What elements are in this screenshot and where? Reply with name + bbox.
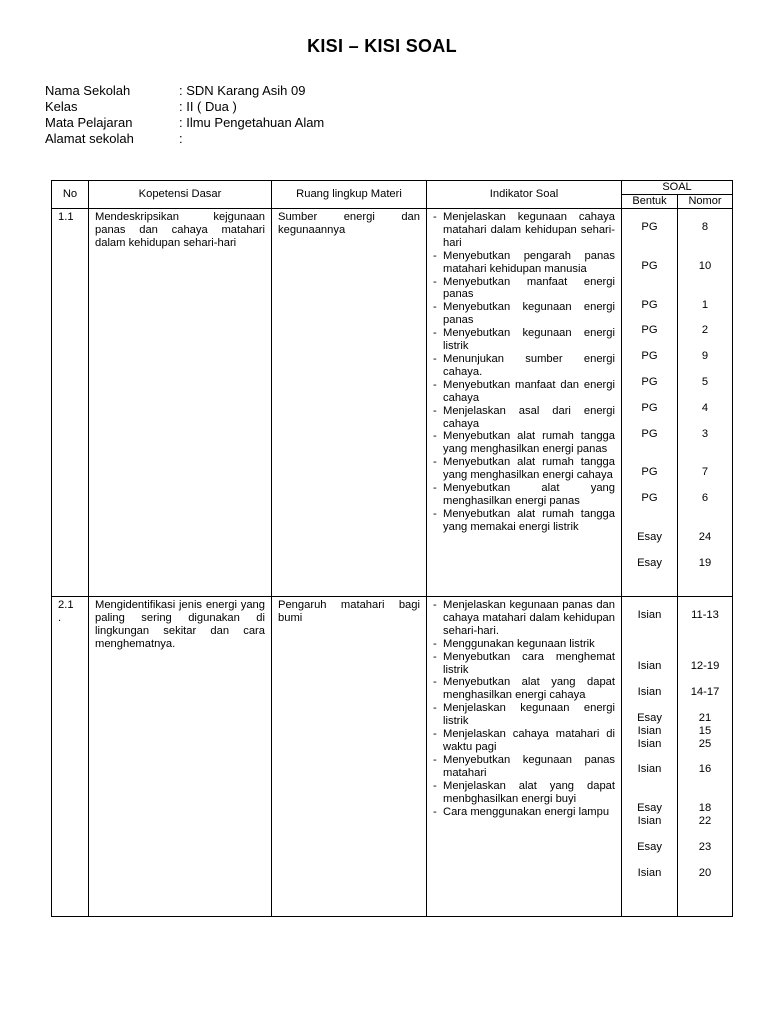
bentuk-value: PG xyxy=(641,221,658,233)
cell-ruang-lingkup: Pengaruh matahari bagi bumi xyxy=(272,597,427,917)
bentuk-value: Isian xyxy=(637,609,662,621)
bullet-dash: - xyxy=(433,301,437,314)
indicator-text: Menyebutkan manfaat energi panas xyxy=(443,275,615,301)
indicator-text: Menyebutkan alat yang menghasilkan energi panas xyxy=(443,482,615,507)
indicator-item xyxy=(433,211,615,250)
nomor-value: 7 xyxy=(701,466,709,478)
bentuk-value: PG xyxy=(641,260,658,272)
nomor-value: 23 xyxy=(698,841,712,853)
indicator-text: Menggunakan kegunaan listrik xyxy=(443,637,595,650)
bullet-dash: - xyxy=(433,507,437,520)
bullet-dash: - xyxy=(433,676,437,689)
nomor-value: 18 22 xyxy=(698,802,712,827)
header-no: No xyxy=(52,181,89,209)
bentuk-value: PG xyxy=(641,324,658,336)
bullet-dash: - xyxy=(433,378,437,391)
bullet-dash: - xyxy=(433,456,437,469)
indicator-text: Menjelaskan cahaya matahari di waktu pagi xyxy=(443,728,615,753)
indicator-item xyxy=(433,728,615,754)
meta-label: Nama Sekolah xyxy=(45,83,131,98)
cell-no: 2.1 . xyxy=(52,597,89,917)
nomor-value: 8 xyxy=(701,221,709,233)
bullet-dash: - xyxy=(433,275,437,288)
nomor-value: 6 xyxy=(701,492,709,504)
indicator-text: Menyebutkan alat rumah tangga yang menghasilkan energi cahaya xyxy=(443,456,615,482)
indicator-item xyxy=(433,599,615,638)
indicator-text: Menunjukan sumber energi cahaya. xyxy=(443,352,615,378)
bentuk-value: Isian xyxy=(637,686,662,698)
bentuk-value: Esay xyxy=(637,841,662,853)
indicator-text: Menjelaskan kegunaan cahaya matahari dalam kehidupan sehari-hari xyxy=(443,211,615,249)
bullet-dash: - xyxy=(433,728,437,741)
nomor-value: 10 xyxy=(698,260,712,272)
bentuk-value: Esay Isian xyxy=(637,712,662,737)
bentuk-value: Isian xyxy=(637,867,662,879)
nomor-value: 5 xyxy=(701,376,709,388)
cell-nomor xyxy=(678,597,733,917)
table-row xyxy=(52,209,733,597)
nomor-value: 12-19 xyxy=(690,660,720,672)
indicator-text: Menyebutkan pengarah panas matahari kehidupan manusia xyxy=(443,249,615,275)
bentuk-value: PG xyxy=(641,299,658,311)
nomor-value: 24 xyxy=(698,531,712,543)
header-nomor: Nomor xyxy=(678,195,733,209)
cell-bentuk xyxy=(622,209,678,597)
header-ruang-lingkup: Ruang lingkup Materi xyxy=(272,181,427,209)
indicator-item xyxy=(433,676,615,702)
meta-row-class xyxy=(45,99,324,115)
header-kompetensi: Kopetensi Dasar xyxy=(89,181,272,209)
cell-indikator xyxy=(427,597,622,917)
bentuk-value: PG xyxy=(641,350,658,362)
page-title: KISI – KISI SOAL xyxy=(307,36,457,56)
bentuk-value: Isian xyxy=(637,660,662,672)
indicator-item xyxy=(433,405,615,431)
indicator-item xyxy=(433,353,615,379)
bentuk-value: Isian xyxy=(637,763,662,775)
bullet-dash: - xyxy=(433,599,437,611)
indicator-text: Menjelaskan kegunaan energi listrik xyxy=(443,702,615,728)
bentuk-value: Esay Isian xyxy=(637,802,662,827)
indicator-text: Menyebutkan cara menghemat listrik xyxy=(443,650,615,676)
nomor-value: 25 xyxy=(698,738,712,750)
nomor-value: 9 xyxy=(701,350,709,362)
cell-no: 1.1 xyxy=(52,209,89,597)
meta-value: : SDN Karang Asih 09 xyxy=(179,83,306,98)
meta-value: : Ilmu Pengetahuan Alam xyxy=(179,115,325,130)
nomor-value: 3 xyxy=(701,428,709,440)
school-info xyxy=(45,83,324,147)
cell-nomor xyxy=(678,209,733,597)
bullet-dash: - xyxy=(433,404,437,417)
bullet-dash: - xyxy=(433,805,437,818)
meta-value: : II ( Dua ) xyxy=(179,99,237,114)
indicator-item xyxy=(433,638,615,651)
indicator-item xyxy=(433,430,615,456)
indicator-text: Menyebutkan kegunaan panas matahari xyxy=(443,753,615,779)
nomor-value: 4 xyxy=(701,402,709,414)
bullet-dash: - xyxy=(433,211,437,223)
indicator-item xyxy=(433,651,615,677)
nomor-value: 20 xyxy=(698,867,712,879)
indicator-item xyxy=(433,806,615,819)
header-bentuk: Bentuk xyxy=(622,195,678,209)
bullet-dash: - xyxy=(433,327,437,340)
meta-label: Kelas xyxy=(45,99,78,114)
bullet-dash: - xyxy=(433,753,437,766)
bullet-dash: - xyxy=(433,482,437,495)
indicator-text: Menjelaskan kegunaan panas dan cahaya matahari dalam kehidupan sehari-hari. xyxy=(443,599,615,637)
indicator-text: Menjelaskan asal dari energi cahaya xyxy=(443,404,615,430)
bullet-dash: - xyxy=(433,650,437,663)
bentuk-value: PG xyxy=(641,402,658,414)
bullet-dash: - xyxy=(433,249,437,262)
meta-label: Mata Pelajaran xyxy=(45,115,133,130)
meta-row-address xyxy=(45,131,324,147)
table-row xyxy=(52,597,733,917)
bullet-dash: - xyxy=(433,430,437,443)
indicator-item xyxy=(433,754,615,780)
indicator-item xyxy=(433,456,615,482)
indicator-text: Cara menggunakan energi lampu xyxy=(443,805,610,818)
nomor-value: 14-17 xyxy=(690,686,720,698)
meta-value: : xyxy=(179,131,183,146)
bullet-dash: - xyxy=(433,352,437,365)
indicator-text: Menyebutkan alat rumah tangga yang memakai energi listrik xyxy=(443,507,615,533)
bullet-dash: - xyxy=(433,702,437,715)
nomor-value: 21 15 xyxy=(698,712,712,737)
kisi-table xyxy=(51,180,733,917)
bentuk-value: PG xyxy=(641,428,658,440)
header-soal: SOAL xyxy=(622,181,733,195)
indicator-text: Menjelaskan alat yang dapat menbghasilkan energi buyi xyxy=(443,779,615,805)
bullet-dash: - xyxy=(433,637,437,650)
indicator-item xyxy=(433,327,615,353)
indicator-item xyxy=(433,276,615,302)
cell-kompetensi: Mengidentifikasi jenis energi yang paling sering digunakan di lingkungan sekitar dan cara menghematnya. xyxy=(89,597,272,917)
cell-ruang-lingkup: Sumber energi dan kegunaannya xyxy=(272,209,427,597)
bullet-dash: - xyxy=(433,779,437,792)
nomor-value: 19 xyxy=(698,557,712,569)
indicator-item xyxy=(433,379,615,405)
cell-kompetensi: Mendeskripsikan kejgunaan panas dan cahaya matahari dalam kehidupan sehari-hari xyxy=(89,209,272,597)
indicator-text: Menyebutkan kegunaan energi panas xyxy=(443,301,615,327)
indicator-item xyxy=(433,482,615,508)
indicator-item xyxy=(433,702,615,728)
indicator-item xyxy=(433,301,615,327)
bentuk-value: Isian xyxy=(637,738,662,750)
nomor-value: 2 xyxy=(701,324,709,336)
indicator-text: Menyebutkan kegunaan energi listrik xyxy=(443,327,615,353)
indicator-text: Menyebutkan manfaat dan energi cahaya xyxy=(443,378,615,404)
meta-row-school xyxy=(45,83,324,99)
bentuk-value: Esay xyxy=(637,557,662,569)
indicator-item xyxy=(433,780,615,806)
bentuk-value: PG xyxy=(641,376,658,388)
indicator-item xyxy=(433,250,615,276)
bentuk-value: Esay xyxy=(637,531,662,543)
bentuk-value: PG xyxy=(641,492,658,504)
cell-bentuk xyxy=(622,597,678,917)
header-indikator: Indikator Soal xyxy=(427,181,622,209)
meta-row-subject xyxy=(45,115,324,131)
cell-indikator xyxy=(427,209,622,597)
indicator-item xyxy=(433,508,615,534)
nomor-value: 16 xyxy=(698,763,712,775)
nomor-value: 11-13 xyxy=(691,609,719,621)
nomor-value: 1 xyxy=(701,299,709,311)
indicator-text: Menyebutkan alat yang dapat menghasilkan energi cahaya xyxy=(443,676,615,702)
meta-label: Alamat sekolah xyxy=(45,131,134,146)
indicator-text: Menyebutkan alat rumah tangga yang menghasilkan energi panas xyxy=(443,430,615,456)
bentuk-value: PG xyxy=(641,466,658,478)
